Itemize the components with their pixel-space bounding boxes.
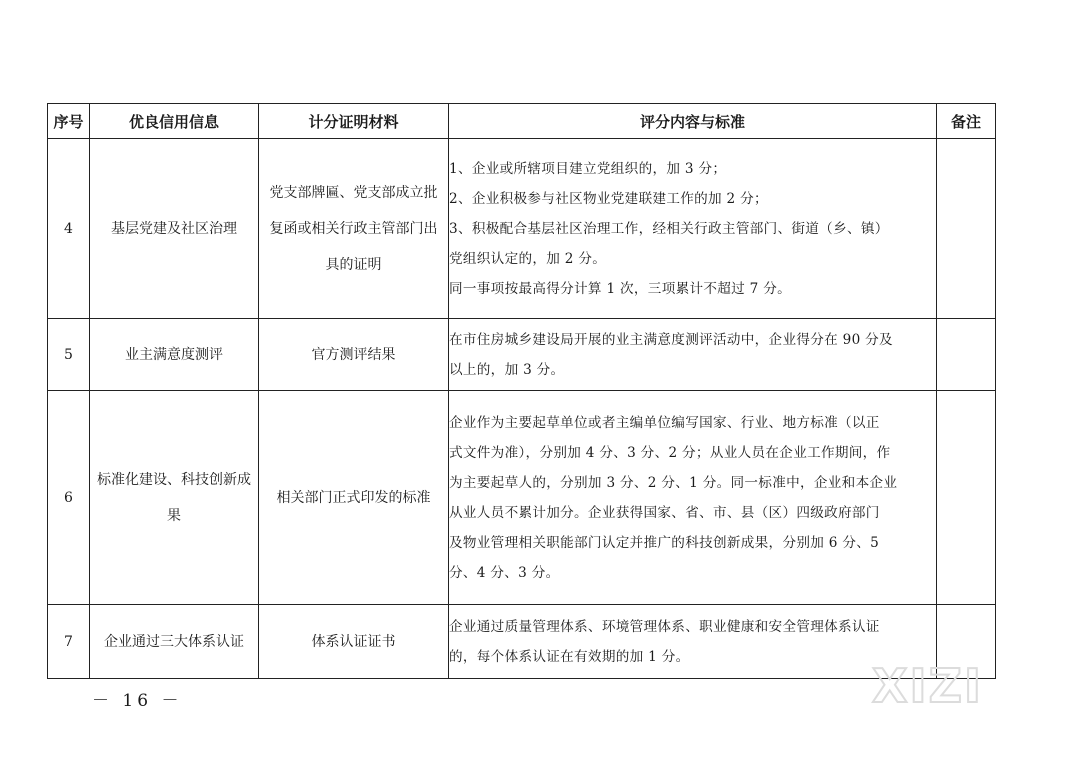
table-row [48,319,996,391]
row-material: 体系认证证书 [259,605,449,679]
header-row [48,104,996,139]
row-credit-info: 企业通过三大体系认证 [90,605,259,679]
header-standard: 评分内容与标准 [449,104,937,139]
row-standard: 在市住房城乡建设局开展的业主满意度测评活动中，企业得分在 90 分及 以上的，加 3 分。 [449,319,937,391]
row-standard: 企业作为主要起草单位或者主编单位编写国家、行业、地方标准（以正 式文件为准），分别加 4 分、3 分、2 分；从业人员在企业工作期间，作 为主要起草人的，分别加 3 分、2 分、1 分。同一标准中，企业和本企业 从业人员不累计加分。企业获得国家、省、市、县（区）四级政府部门 及物业管理相关职能部门认定并推广的科技创新成果，分别加 6 分、5 分、4 分、3 分。 [449,391,937,605]
table-row [48,605,996,679]
header-serial: 序号 [48,104,90,139]
header-material: 计分证明材料 [259,104,449,139]
credit-scoring-table [47,103,996,679]
row-serial: 6 [48,391,90,605]
row-serial: 5 [48,319,90,391]
page-number: － 16 － [92,691,183,711]
row-serial: 7 [48,605,90,679]
watermark-logo: XIZI [872,659,984,713]
row-material: 党支部牌匾、党支部成立批 复函或相关行政主管部门出 具的证明 [259,139,449,319]
row-credit-info: 业主满意度测评 [90,319,259,391]
row-remark [937,319,996,391]
row-credit-info: 标准化建设、科技创新成 果 [90,391,259,605]
row-standard: 企业通过质量管理体系、环境管理体系、职业健康和安全管理体系认证 的，每个体系认证在有效期的加 1 分。 [449,605,937,679]
table-row [48,391,996,605]
table-row [48,139,996,319]
header-remark: 备注 [937,104,996,139]
row-remark [937,139,996,319]
row-serial: 4 [48,139,90,319]
row-credit-info: 基层党建及社区治理 [90,139,259,319]
header-credit-info: 优良信用信息 [90,104,259,139]
row-standard: 1、企业或所辖项目建立党组织的，加 3 分； 2、企业积极参与社区物业党建联建工作的加 2 分； 3、积极配合基层社区治理工作，经相关行政主管部门、街道（乡、镇） 党组织认定的，加 2 分。 同一事项按最高得分计算 1 次，三项累计不超过 7 分。 [449,139,937,319]
row-material: 官方测评结果 [259,319,449,391]
row-material: 相关部门正式印发的标准 [259,391,449,605]
row-remark [937,391,996,605]
